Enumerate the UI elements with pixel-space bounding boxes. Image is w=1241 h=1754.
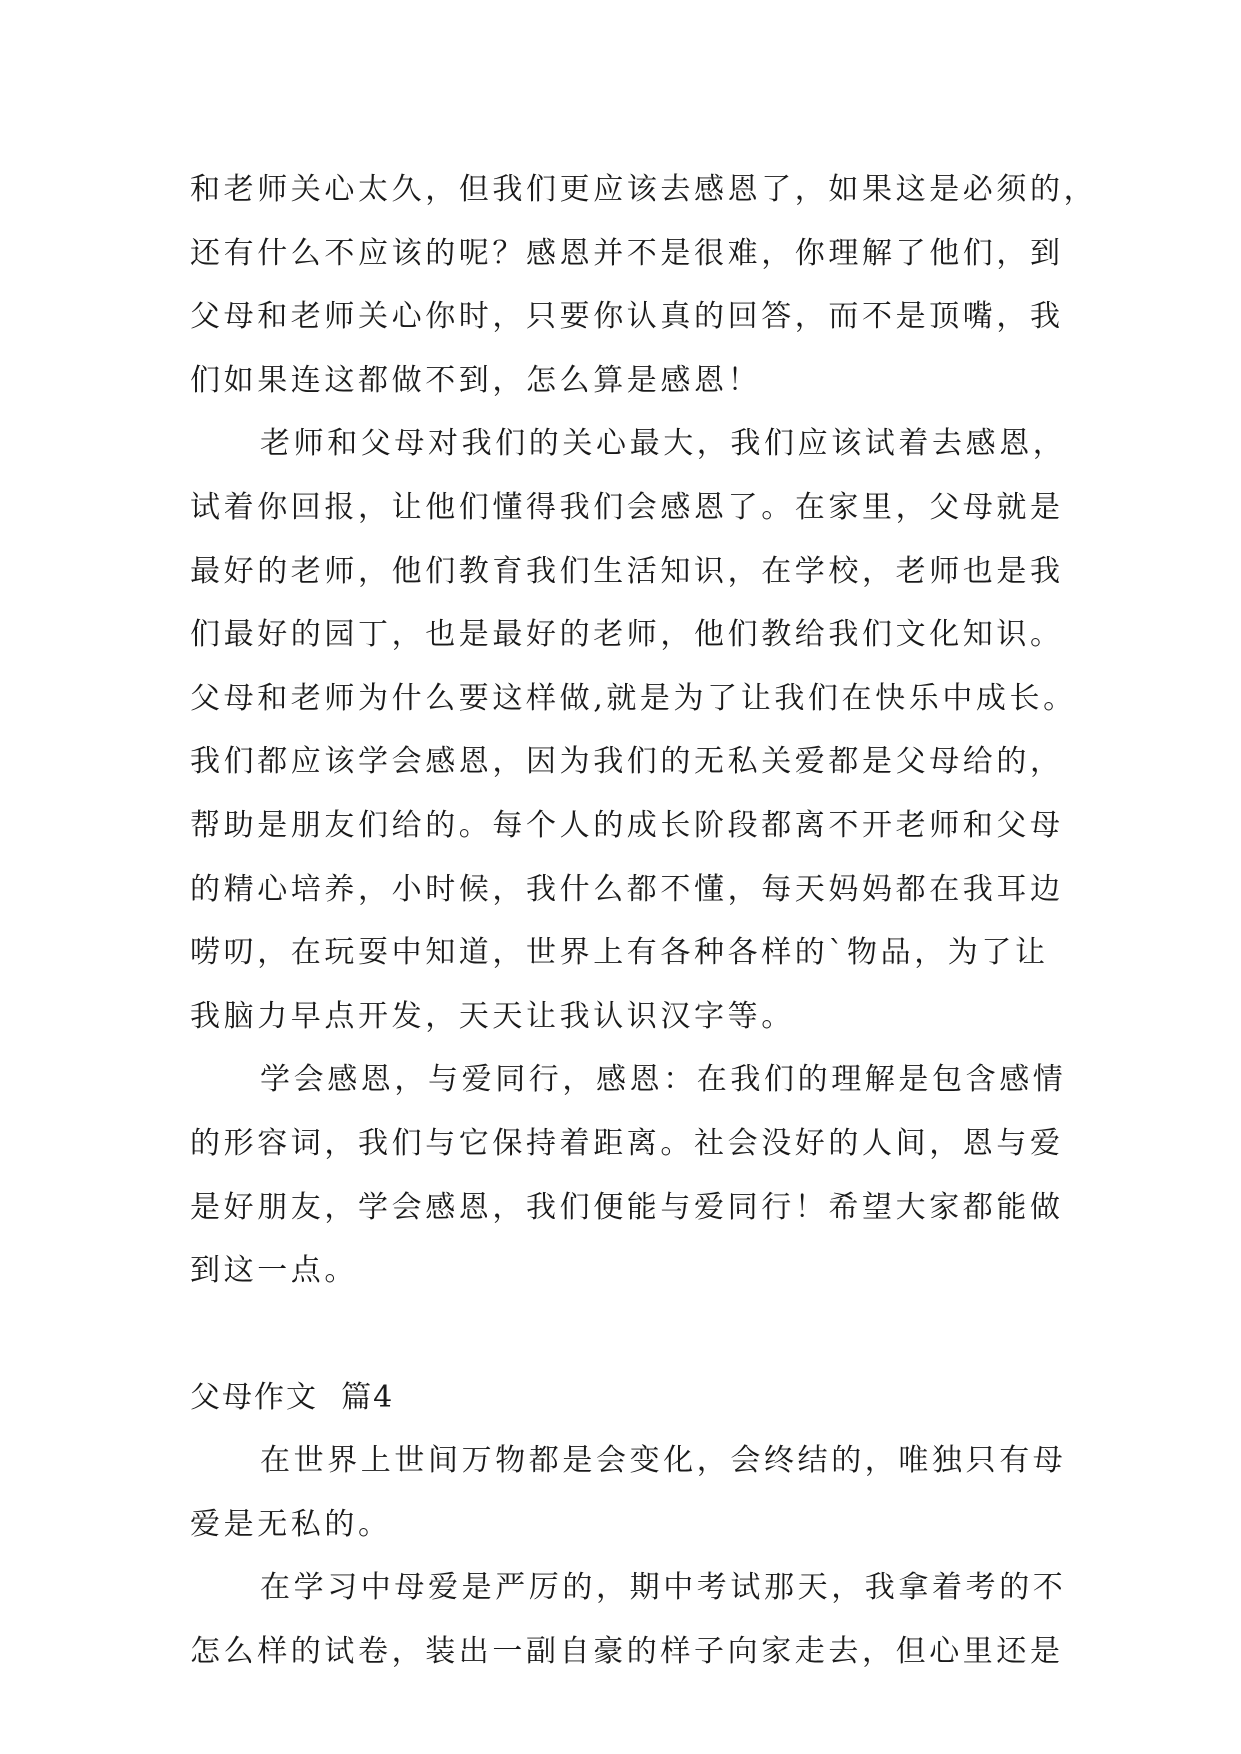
text-line: 还有什么不应该的呢？感恩并不是很难，你理解了他们，到 xyxy=(190,235,1064,271)
text-line: 的形容词，我们与它保持着距离。社会没好的人间，恩与爱 xyxy=(190,1125,1064,1161)
text-line: 老师和父母对我们的关心最大，我们应该试着去感恩， xyxy=(260,426,1067,462)
section-paragraph-1 xyxy=(190,1429,1070,1556)
text-line: 到这一点。 xyxy=(190,1253,358,1289)
text-line: 爱是无私的。 xyxy=(190,1506,392,1542)
text-line: 们如果连这都做不到，怎么算是感恩！ xyxy=(190,362,762,398)
section-paragraph-2 xyxy=(190,1556,1070,1683)
paragraph-2 xyxy=(190,412,1077,1048)
text-line: 我们都应该学会感恩，因为我们的无私关爱都是父母给的， xyxy=(190,744,1064,780)
text-line: 最好的老师，他们教育我们生活知识，在学校，老师也是我 xyxy=(190,553,1064,589)
section-heading: 父母作文 篇4 xyxy=(190,1379,395,1415)
document-page xyxy=(190,158,1098,1684)
text-line: 唠叨，在玩耍中知道，世界上有各种各样的`物品，为了让 xyxy=(190,935,1049,971)
text-line: 在学习中母爱是严厉的，期中考试那天，我拿着考的不 xyxy=(260,1570,1067,1606)
text-line: 和老师关心太久，但我们更应该去感恩了，如果这是必须的， xyxy=(190,172,1098,207)
text-line: 试着你回报，让他们懂得我们会感恩了。在家里，父母就是 xyxy=(190,489,1064,525)
section-spacer xyxy=(190,1303,1070,1366)
text-line: 的精心培养，小时候，我什么都不懂，每天妈妈都在我耳边 xyxy=(190,871,1064,907)
text-line: 父母和老师关心你时，只要你认真的回答，而不是顶嘴，我 xyxy=(190,299,1064,335)
text-line: 我脑力早点开发，天天让我认识汉字等。 xyxy=(190,998,795,1034)
text-line: 在世界上世间万物都是会变化，会终结的，唯独只有母 xyxy=(260,1443,1067,1479)
text-line: 们最好的园丁，也是最好的老师，他们教给我们文化知识。 xyxy=(190,617,1064,653)
text-line: 帮助是朋友们给的。每个人的成长阶段都离不开老师和父母 xyxy=(190,807,1064,843)
text-line: 学会感恩，与爱同行，感恩：在我们的理解是包含感情 xyxy=(260,1062,1067,1098)
paragraph-3 xyxy=(190,1048,1070,1302)
text-line: 怎么样的试卷，装出一副自豪的样子向家走去，但心里还是 xyxy=(190,1634,1064,1670)
paragraph-1 xyxy=(190,158,1098,412)
text-line: 是好朋友，学会感恩，我们便能与爱同行！希望大家都能做 xyxy=(190,1189,1064,1225)
text-line: 父母和老师为什么要这样做,就是为了让我们在快乐中成长。 xyxy=(190,680,1077,716)
